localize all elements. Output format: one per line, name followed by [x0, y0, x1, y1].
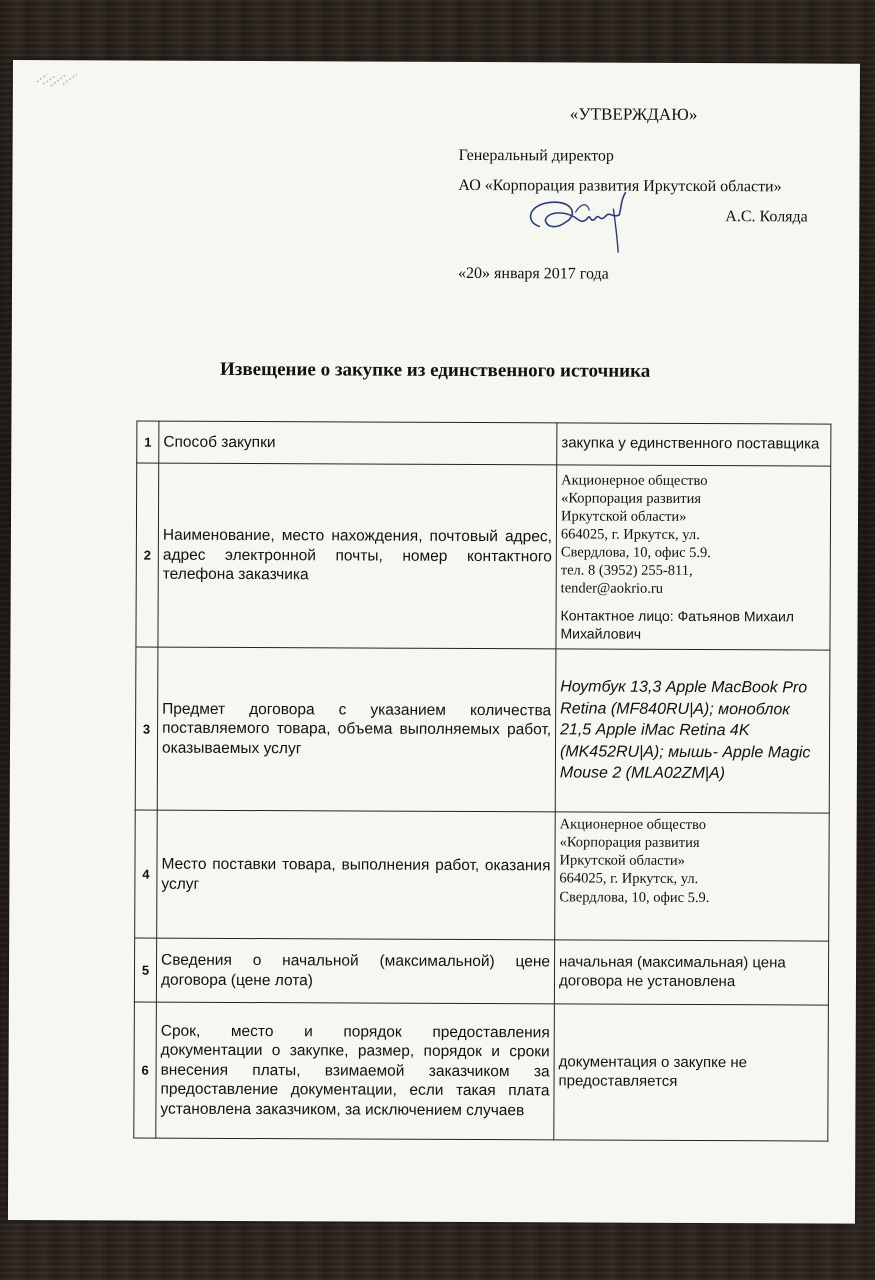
- phone-line: тел. 8 (3952) 255-811,: [560, 562, 693, 580]
- document-page: [8, 60, 860, 1224]
- row-number: 2: [136, 463, 159, 647]
- row-number: 3: [135, 647, 158, 810]
- director-position: Генеральный директор: [458, 146, 614, 165]
- address-line: Иркутской области»: [560, 508, 687, 525]
- address-line: Акционерное общество: [559, 816, 707, 834]
- address-line: Свердлова, 10, офис 5.9.: [559, 888, 710, 906]
- row-value: [556, 465, 831, 650]
- row-value: закупка у единственного поставщика: [557, 423, 831, 466]
- address-line: Акционерное общество: [561, 471, 708, 489]
- row-subject: Сведения о начальной (максимальной) цене договора (цене лота): [156, 938, 554, 1004]
- table-row: [134, 1002, 829, 1141]
- row-number: 5: [134, 938, 156, 1002]
- address-line: «Корпорация развития: [559, 834, 700, 852]
- address-line: 664025, г. Иркутск, ул.: [560, 526, 700, 543]
- table-row: [134, 938, 828, 1005]
- registration-mark-icon: [33, 68, 83, 90]
- row-number: 4: [135, 810, 158, 938]
- row-number: 1: [137, 421, 159, 463]
- row-subject: Наименование, место нахождения, почтовый адрес, адрес электронной почты, номер контактного телефона заказчика: [158, 463, 557, 649]
- row-number: 6: [134, 1002, 157, 1138]
- approval-date: «20» января 2017 года: [458, 264, 609, 283]
- address-line: Свердлова, 10, офис 5.9.: [560, 544, 711, 562]
- row-value: [555, 812, 830, 941]
- row-subject: Предмет договора с указанием количества поставляемого товара, объема выполняемых работ, оказываемых услуг: [157, 647, 556, 812]
- row-subject: Способ закупки: [159, 421, 557, 465]
- procurement-notice-table: [133, 421, 831, 1142]
- row-value: начальная (максимальная) цена договора не установлена: [554, 940, 828, 1005]
- email-line: tender@aokrio.ru: [560, 580, 664, 598]
- organization-name: АО «Корпорация развития Иркутской области»: [458, 176, 782, 196]
- row-value: Ноутбук 13,3 Apple MacBook Pro Retina (MF840RU|A); моноблок 21,5 Apple iMac Retina 4K (MK452RU|A); мышь- Apple Magic Mouse 2 (MLA02ZM|A): [555, 649, 830, 813]
- row-value: документация о закупке не предоставляется: [554, 1004, 829, 1141]
- table-row: [135, 647, 830, 813]
- address-line: «Корпорация развития: [561, 490, 702, 507]
- signer-name: А.С. Коляда: [725, 208, 808, 226]
- row-subject: Место поставки товара, выполнения работ, оказания услуг: [157, 810, 556, 940]
- table-row: [137, 421, 831, 466]
- table-row: [136, 463, 831, 650]
- contact-person: Контактное лицо: Фатьянов Михаил Михайлович: [560, 607, 794, 642]
- address-line: 664025, г. Иркутск, ул.: [559, 870, 699, 888]
- table-row: [135, 810, 830, 941]
- document-title: Извещение о закупке из единственного источника: [219, 358, 651, 382]
- row-subject: Срок, место и порядок предоставления документации о закупке, размер, порядок и сроки внесения платы, взимаемой заказчиком за предоставление документации, если такая плата установлена заказчиком, за исключением случаев: [156, 1002, 555, 1140]
- director-signature: [517, 188, 645, 259]
- approval-stamp-title: «УТВЕРЖДАЮ»: [569, 104, 698, 124]
- address-line: Иркутской области»: [559, 852, 685, 870]
